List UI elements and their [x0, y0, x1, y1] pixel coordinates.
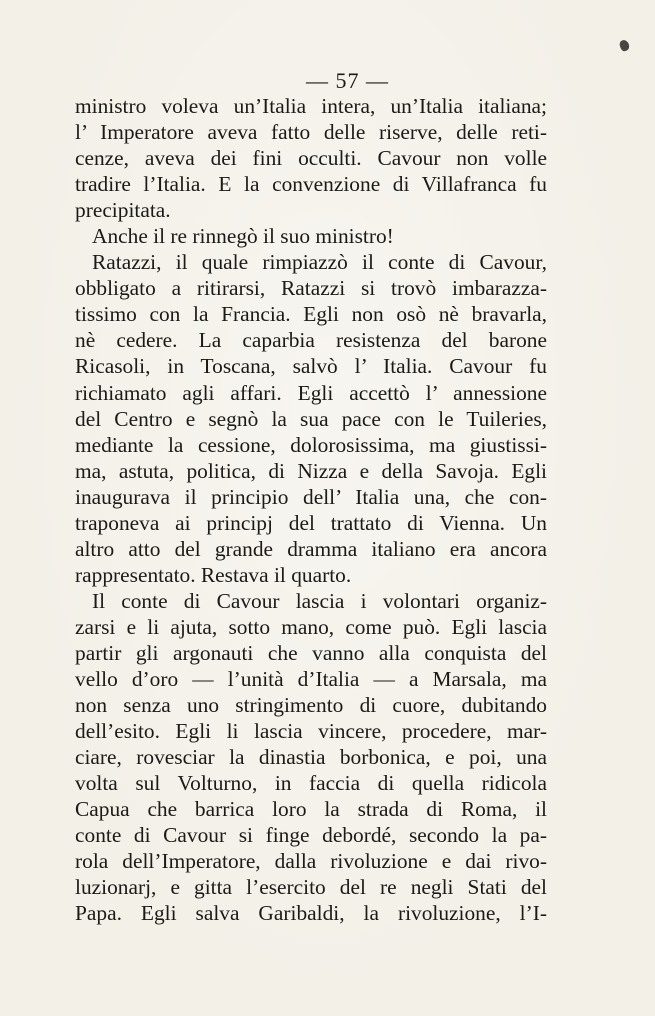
text-line: del Centro e segnò la sua pace con le Tuileries, [75, 406, 547, 431]
text-line: altro atto del grande dramma italiano era ancora [75, 536, 547, 561]
text-line: ciare, rovesciar la dinastia borbonica, e poi, una [75, 745, 547, 770]
text-line: nè cedere. La caparbia resistenza del barone [75, 328, 547, 353]
text-line: Il conte di Cavour lascia i volontari organiz- [92, 588, 547, 613]
text-line: l’ Imperatore aveva fatto delle riserve, delle reti- [75, 120, 547, 145]
text-line: mediante la cessione, dolorosissima, ma giustissi- [75, 432, 547, 457]
text-line: volta sul Volturno, in faccia di quella ridicola [75, 771, 547, 796]
text-line: non senza uno stringimento di cuore, dubitando [75, 693, 547, 718]
text-line: zarsi e li ajuta, sotto mano, come può. Egli lascia [75, 614, 547, 639]
text-line: precipitata. [75, 198, 171, 223]
text-line: Ricasoli, in Toscana, salvò l’ Italia. Cavour fu [75, 354, 547, 379]
text-line: conte di Cavour si finge debordé, secondo la pa- [75, 823, 547, 848]
text-line: cenze, aveva dei fini occulti. Cavour non volle [75, 146, 547, 171]
text-line: tradire l’Italia. E la convenzione di Villafranca fu [75, 172, 547, 197]
text-line: dell’esito. Egli li lascia vincere, procedere, mar- [75, 719, 547, 744]
text-line: inaugurava il principio dell’ Italia una, che con- [75, 484, 547, 509]
page-number: — 57 — [306, 68, 389, 93]
text-line: richiamato agli affari. Egli accettò l’ annessione [75, 380, 547, 405]
text-line: ma, astuta, politica, di Nizza e della Savoja. Egli [75, 458, 547, 483]
text-line: Capua che barrica loro la strada di Roma, il [75, 797, 547, 822]
text-line: partir gli argonauti che vanno alla conquista del [75, 640, 547, 665]
text-line: luzionarj, e gitta l’esercito del re negli Stati del [75, 875, 547, 900]
text-line: ministro voleva un’Italia intera, un’Italia italiana; [75, 94, 547, 118]
text-line: tissimo con la Francia. Egli non osò nè bravarla, [75, 302, 547, 327]
text-line: traponeva ai principj del trattato di Vienna. Un [75, 510, 547, 535]
text-line: Papa. Egli salva Garibaldi, la rivoluzione, l’I- [75, 901, 547, 926]
ink-spot [618, 39, 630, 52]
text-line: Ratazzi, il quale rimpiazzò il conte di Cavour, [92, 250, 547, 275]
text-line: Anche il re rinnegò il suo ministro! [92, 224, 394, 249]
text-line: obbligato a ritirarsi, Ratazzi si trovò imbarazza- [75, 276, 547, 301]
body-text [75, 93, 547, 927]
text-line: vello d’oro — l’unità d’Italia — a Marsala, ma [75, 667, 547, 692]
text-line: rola dell’Imperatore, dalla rivoluzione e dai rivo- [75, 849, 547, 874]
text-line: rappresentato. Restava il quarto. [75, 562, 352, 587]
